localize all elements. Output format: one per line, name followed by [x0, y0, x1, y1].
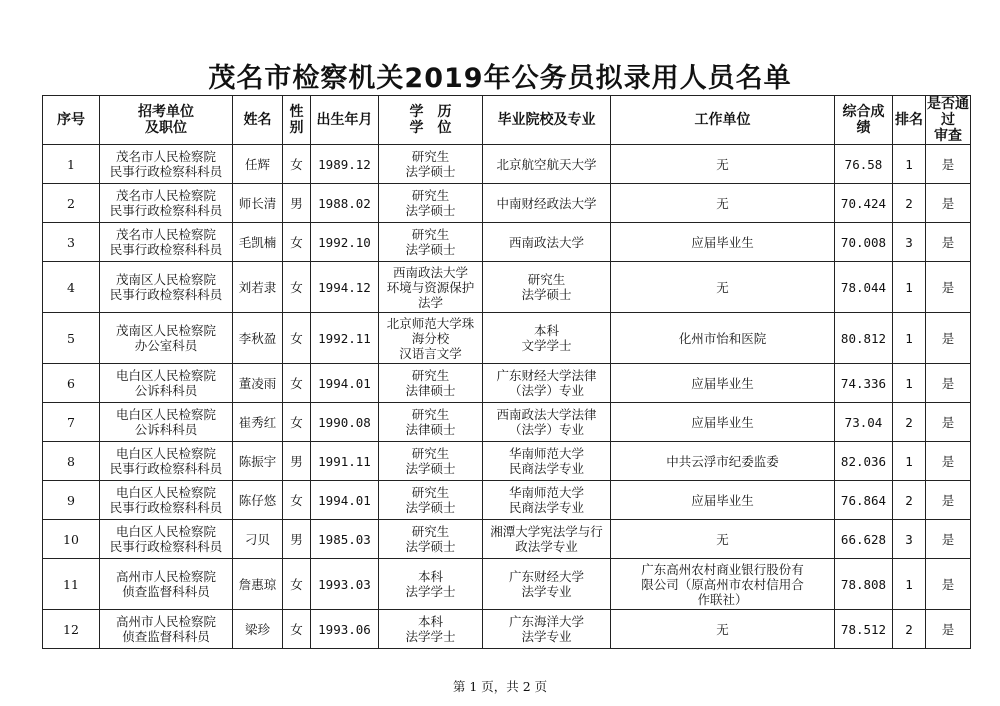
cell-unit: 高州市人民检察院 侦查监督科科员 [100, 559, 233, 610]
cell-no: 7 [43, 403, 100, 442]
cell-school: 华南师范大学 民商法学专业 [483, 442, 611, 481]
cell-gender: 女 [283, 403, 311, 442]
cell-pass: 是 [926, 520, 971, 559]
cell-education: 北京师范大学珠 海分校 汉语言文学 [379, 313, 483, 364]
cell-score: 78.808 [835, 559, 893, 610]
cell-school: 中南财经政法大学 [483, 184, 611, 223]
col-header-gender: 性 别 [283, 96, 311, 145]
cell-score: 70.424 [835, 184, 893, 223]
cell-no: 5 [43, 313, 100, 364]
cell-unit: 电白区人民检察院 公诉科科员 [100, 403, 233, 442]
cell-work: 无 [611, 145, 835, 184]
cell-name: 李秋盈 [233, 313, 283, 364]
cell-unit: 电白区人民检察院 民事行政检察科科员 [100, 481, 233, 520]
cell-unit: 茂名市人民检察院 民事行政检察科科员 [100, 223, 233, 262]
table-row [43, 442, 971, 481]
cell-unit: 茂名市人民检察院 民事行政检察科科员 [100, 145, 233, 184]
cell-pass: 是 [926, 403, 971, 442]
cell-work: 无 [611, 262, 835, 313]
cell-school: 本科 文学学士 [483, 313, 611, 364]
cell-work: 无 [611, 184, 835, 223]
table-row [43, 223, 971, 262]
cell-no: 10 [43, 520, 100, 559]
cell-gender: 女 [283, 559, 311, 610]
cell-work: 应届毕业生 [611, 364, 835, 403]
cell-name: 刘若隶 [233, 262, 283, 313]
candidate-table [42, 95, 971, 649]
cell-rank: 2 [893, 610, 926, 649]
cell-work: 无 [611, 520, 835, 559]
cell-score: 82.036 [835, 442, 893, 481]
cell-school: 华南师范大学 民商法学专业 [483, 481, 611, 520]
cell-rank: 2 [893, 403, 926, 442]
cell-work: 无 [611, 610, 835, 649]
cell-gender: 男 [283, 184, 311, 223]
cell-school: 湘潭大学宪法学与行 政法学专业 [483, 520, 611, 559]
cell-name: 师长清 [233, 184, 283, 223]
cell-birth: 1994.01 [311, 364, 379, 403]
cell-pass: 是 [926, 364, 971, 403]
cell-education: 西南政法大学 环境与资源保护 法学 [379, 262, 483, 313]
cell-work: 广东高州农村商业银行股份有 限公司（原高州市农村信用合 作联社） [611, 559, 835, 610]
table-row [43, 313, 971, 364]
cell-pass: 是 [926, 559, 971, 610]
cell-pass: 是 [926, 145, 971, 184]
cell-no: 2 [43, 184, 100, 223]
cell-no: 11 [43, 559, 100, 610]
cell-education: 本科 法学学士 [379, 610, 483, 649]
cell-unit: 电白区人民检察院 公诉科科员 [100, 364, 233, 403]
col-header-school: 毕业院校及专业 [483, 96, 611, 145]
cell-name: 任辉 [233, 145, 283, 184]
cell-education: 研究生 法学硕士 [379, 520, 483, 559]
cell-score: 70.008 [835, 223, 893, 262]
cell-pass: 是 [926, 262, 971, 313]
cell-score: 73.04 [835, 403, 893, 442]
cell-score: 80.812 [835, 313, 893, 364]
cell-birth: 1990.08 [311, 403, 379, 442]
cell-name: 陈振宇 [233, 442, 283, 481]
cell-unit: 高州市人民检察院 侦查监督科科员 [100, 610, 233, 649]
cell-birth: 1989.12 [311, 145, 379, 184]
table-row [43, 364, 971, 403]
cell-unit: 茂南区人民检察院 民事行政检察科科员 [100, 262, 233, 313]
cell-name: 崔秀红 [233, 403, 283, 442]
cell-birth: 1985.03 [311, 520, 379, 559]
cell-name: 詹惠琼 [233, 559, 283, 610]
cell-name: 毛凯楠 [233, 223, 283, 262]
cell-birth: 1993.03 [311, 559, 379, 610]
cell-gender: 女 [283, 223, 311, 262]
table-row [43, 184, 971, 223]
cell-gender: 女 [283, 364, 311, 403]
cell-pass: 是 [926, 442, 971, 481]
cell-unit: 电白区人民检察院 民事行政检察科科员 [100, 520, 233, 559]
cell-rank: 3 [893, 520, 926, 559]
cell-education: 研究生 法律硕士 [379, 403, 483, 442]
cell-school: 研究生 法学硕士 [483, 262, 611, 313]
cell-birth: 1988.02 [311, 184, 379, 223]
cell-name: 梁珍 [233, 610, 283, 649]
cell-no: 9 [43, 481, 100, 520]
cell-gender: 女 [283, 145, 311, 184]
cell-school: 西南政法大学 [483, 223, 611, 262]
cell-rank: 1 [893, 364, 926, 403]
cell-score: 78.512 [835, 610, 893, 649]
cell-birth: 1992.10 [311, 223, 379, 262]
cell-work: 应届毕业生 [611, 403, 835, 442]
table-row [43, 559, 971, 610]
cell-no: 4 [43, 262, 100, 313]
cell-rank: 1 [893, 442, 926, 481]
cell-education: 研究生 法学硕士 [379, 481, 483, 520]
col-header-education: 学 历 学 位 [379, 96, 483, 145]
table-row [43, 145, 971, 184]
cell-unit: 茂名市人民检察院 民事行政检察科科员 [100, 184, 233, 223]
cell-rank: 3 [893, 223, 926, 262]
cell-education: 研究生 法律硕士 [379, 364, 483, 403]
col-header-work: 工作单位 [611, 96, 835, 145]
cell-rank: 1 [893, 559, 926, 610]
cell-gender: 男 [283, 442, 311, 481]
cell-score: 74.336 [835, 364, 893, 403]
cell-name: 董凌雨 [233, 364, 283, 403]
table-row [43, 610, 971, 649]
col-header-rank: 排名 [893, 96, 926, 145]
cell-no: 6 [43, 364, 100, 403]
cell-education: 研究生 法学硕士 [379, 442, 483, 481]
cell-work: 应届毕业生 [611, 481, 835, 520]
cell-education: 研究生 法学硕士 [379, 223, 483, 262]
cell-name: 陈仔悠 [233, 481, 283, 520]
cell-birth: 1994.12 [311, 262, 379, 313]
cell-unit: 茂南区人民检察院 办公室科员 [100, 313, 233, 364]
col-header-score: 综合成 绩 [835, 96, 893, 145]
cell-no: 8 [43, 442, 100, 481]
cell-rank: 1 [893, 145, 926, 184]
cell-pass: 是 [926, 223, 971, 262]
col-header-name: 姓名 [233, 96, 283, 145]
cell-pass: 是 [926, 313, 971, 364]
cell-gender: 女 [283, 481, 311, 520]
cell-no: 3 [43, 223, 100, 262]
cell-birth: 1993.06 [311, 610, 379, 649]
cell-rank: 1 [893, 313, 926, 364]
table-row [43, 520, 971, 559]
cell-no: 1 [43, 145, 100, 184]
cell-rank: 1 [893, 262, 926, 313]
cell-education: 本科 法学学士 [379, 559, 483, 610]
cell-school: 广东财经大学法律 （法学）专业 [483, 364, 611, 403]
cell-education: 研究生 法学硕士 [379, 145, 483, 184]
cell-pass: 是 [926, 481, 971, 520]
cell-gender: 女 [283, 610, 311, 649]
table-row [43, 403, 971, 442]
cell-work: 中共云浮市纪委监委 [611, 442, 835, 481]
cell-gender: 男 [283, 520, 311, 559]
cell-birth: 1991.11 [311, 442, 379, 481]
cell-rank: 2 [893, 184, 926, 223]
cell-score: 78.044 [835, 262, 893, 313]
col-header-pass: 是否通过 审查 [927, 96, 969, 144]
col-header-no: 序号 [43, 96, 100, 145]
cell-school: 西南政法大学法律 （法学）专业 [483, 403, 611, 442]
cell-birth: 1992.11 [311, 313, 379, 364]
cell-score: 76.864 [835, 481, 893, 520]
cell-gender: 女 [283, 262, 311, 313]
cell-name: 刁贝 [233, 520, 283, 559]
page-footer: 第 1 页，共 2 页 [452, 679, 548, 694]
table-row [43, 481, 971, 520]
cell-score: 66.628 [835, 520, 893, 559]
cell-pass: 是 [926, 184, 971, 223]
cell-unit: 电白区人民检察院 民事行政检察科科员 [100, 442, 233, 481]
cell-education: 研究生 法学硕士 [379, 184, 483, 223]
cell-work: 应届毕业生 [611, 223, 835, 262]
cell-rank: 2 [893, 481, 926, 520]
cell-gender: 女 [283, 313, 311, 364]
col-header-unit: 招考单位 及职位 [100, 96, 233, 145]
cell-work: 化州市怡和医院 [611, 313, 835, 364]
cell-school: 广东财经大学 法学专业 [483, 559, 611, 610]
cell-score: 76.58 [835, 145, 893, 184]
table-header-row [43, 96, 971, 145]
col-header-birth: 出生年月 [311, 96, 379, 145]
page-title: 茂名市检察机关2019年公务员拟录用人员名单 [208, 63, 792, 94]
cell-birth: 1994.01 [311, 481, 379, 520]
cell-school: 北京航空航天大学 [483, 145, 611, 184]
cell-school: 广东海洋大学 法学专业 [483, 610, 611, 649]
cell-no: 12 [43, 610, 100, 649]
table-row [43, 262, 971, 313]
cell-pass: 是 [926, 610, 971, 649]
